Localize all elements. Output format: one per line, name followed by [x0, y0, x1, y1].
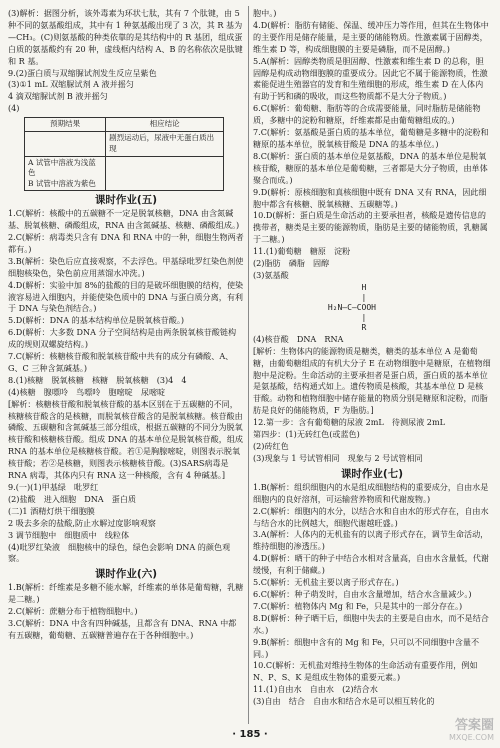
- section-title-5: 课时作业(五): [94, 194, 158, 207]
- section-7-answers: 1.B(解析：组织细胞内的水是组成细胞结构的重要成分，自由水是细胞内的良好溶剂，可运输营养物质和代谢废物。) 2.C(解析：细胞内的水分，以结合水和自由水的形式存在，自由水与结合水的比例越大，细胞代谢越旺盛。) 3.A(解析：人体内的无机盐有的以离子形式存在，调节生命活动，维持细胞的渗透压。) 4.D(解析：晒干的种子中结合水相对含量高，自由水含量低，代谢缓慢，有利于储藏。) 5.C(解析：无机盐主要以离子形式存在。) 6.C(解析：种子萌发时，自由水含量增加，结合水含量减少。) 7.C(解析：植物体内 Mg 和 Fe，只是其中的一部分存在。) 8.D(解析：种子晒干后，细胞中失去的主要是自由水，而不是结合水。) 9.B(解析：细胞中含有的 Mg 和 Fe，只可以不同细胞中含量不同。) 10.C(解析：无机盐对维持生物体的生命活动有重要作用，例如 N、P、S、K 是组成生物体的重要元素。): [253, 481, 489, 683]
- q11b-answer: 11.(1)自由水 自由水 (2)结合水 (3)自由 结合 自由水和结合水是可以相互转化的: [253, 684, 435, 707]
- section-5-answers: 1.C(解析：核酸中的五碳糖不一定是脱氧核糖，DNA 由含氮碱基、脱氧核糖、磷酸组成，RNA 由含氮碱基、核糖、磷酸组成。) 2.C(解析：病毒类只含有 DNA 和 RNA 中的一种，细胞生物两者都有。) 3.B(解析：染色后应直接观察，不去浮色。甲基绿吡罗红染色剂使细胞核染色，染色前应用蒸馏水冲洗。) 4.D(解析：实验中加 8%的盐酸的目的是破坏细胞膜的结构，使染液容易进入细胞内，并能使染色质中的 DNA 与蛋白质分离，有利于 DNA 与染色剂结合。) 5.D(解析：DNA 的基本结构单位是脱氧核苷酸。) 6.D(解析：大多数 DNA 分子空间结构是由两条脱氧核苷酸链构成的规则双螺旋结构。) 7.C(解析：核糖核苷酸和脱氧核苷酸中共有的成分有磷酸、A、G、C 三种含氮碱基。) 8.(1)核糖 脱氧核糖 核糖 脱氧核糖 (3)4 4 (4)核糖 腺嘌呤 鸟嘌呤 胞嘧啶 尿嘧啶 [解析：核糖核苷酸和脱氧核苷酸的基本区别在于五碳糖的不同，核糖核苷酸含的是核糖，而脱氧核苷酸含的是脱氧核糖。核苷酸由磷酸、五碳糖和含氮碱基三部分组成，根据五碳糖的不同分为脱氧核苷酸和核糖核苷酸。组成 DNA 的基本单位是脱氧核苷酸，组成 RNA 的基本单位是核糖核苷酸。若①是胸腺嘧啶，则图表示脱氧核苷酸；若②是核糖，则图表示核糖核苷酸。(3)SARS病毒是 RNA 病毒，其体内只有 RNA 这一种核酸，含有 4 种碱基。] 9.(一)(1)甲基绿 吡罗红 (2)盐酸 进入细胞 DNA 蛋白质 (二)1 酒精灯烘干细胞膜 2 吸去多余的盐酸,防止水解过度影响观察 3 调节细胞中 细胞质中 线粒体 (4)吡罗红染液 细胞核中的绿色，绿色会影响 DNA 的颜色观察。: [8, 208, 244, 564]
- section-title-6: 课时作业(六): [94, 568, 158, 581]
- right-lead-paragraph: 胞中。): [253, 8, 277, 18]
- q11-answer: 11.(1)葡萄糖 糖原 淀粉 (2)脂肪 磷脂 固醇 (3)氨基酸: [253, 246, 351, 280]
- table-row: [25, 156, 224, 191]
- table-row: [25, 131, 224, 156]
- table-cell: [106, 156, 224, 191]
- table-cell: [25, 131, 106, 156]
- q11-explanation: [解析：生物体内的能源物质是糖类，糖类的基本单位 A 是葡萄糖，由葡萄糖组成的有机大分子 E 在动物细胞中是糖原，在植物细胞中是淀粉。生命活动的主要承担者是蛋白质，蛋白质的基本单位是氨基酸，结构通式如上。遗传物质是核酸，其基本单位 D 是核苷酸。动物和植物细胞中储存能量的物质分别是糖原和淀粉，而脂肪是良好的储能物质，F 为脂肪。]: [253, 345, 491, 416]
- q12-answer: 12.第一步：含有葡萄糖的尿液 2mL 待测尿液 2mL 第四步：(1)无砖红色(或蓝色) (2)砖红色 (3)现象与 1 号试管相同 现象与 2 号试管相同: [253, 417, 446, 463]
- left-column: [8, 8, 244, 642]
- q9-intro: 9.(2)蛋白质与双缩脲试剂发生反应呈紫色 (3)①1 mL 双缩脲试剂 A 液并摇匀 4 滴双缩脲试剂 B 液并摇匀 (4): [8, 67, 157, 114]
- q9-result-table: [24, 117, 224, 191]
- table-cell: 剧烈运动后，尿液中无蛋白质出现: [106, 131, 224, 156]
- q11-answer-tail: (4)核苷酸 DNA RNA: [253, 333, 344, 344]
- section-6-answers: 1.B(解析：纤维素是多糖不能水解，纤维素的单体是葡萄糖，乳糖是二糖。) 2.C(解析：蔗糖分布于植物细胞中。) 3.C(解析：DNA 中含有四种碱基，且都含有 DNA、RNA 中都有五碳糖，葡萄糖、五碳糖普遍存在于各种细胞中。): [8, 582, 244, 640]
- column-divider: [248, 6, 249, 724]
- section-title-7: 课时作业(七): [340, 467, 404, 480]
- section-6-answers-cont: 4.D(解析：脂肪有储能、保温、缓冲压力等作用，但其在生物体中的主要作用是储存能量，是主要的储能物质。性激素属于固醇类，维生素 D 等，构成细胞膜的主要是磷脂，而不是固醇。) 5.A(解析：固醇类物质是胆固醇、性激素和维生素 D 的总称，胆固醇是构成动物细胞膜的重要成分。因此它不属于能源物质，性激素能促进生殖器官的发育和生殖细胞的形成，维生素 D 在人体内有助于钙和磷的吸收，而这些物质都不是大分子物质。) 6.C(解析：葡萄糖、脂肪等的合成需要能量，同时脂肪是储能物质，多糖中的淀粉和糖原，纤维素都是由葡萄糖组成的。) 7.C(解析：氨基酸是蛋白质的基本单位，葡萄糖是多糖中的淀粉和糖原的基本单位，脱氧核苷酸是 DNA 的基本单位。) 8.C(解析：蛋白质的基本单位是氨基酸，DNA 的基本单位是脱氧核苷酸，糖原的基本单位是葡萄糖，三者都是大分子物质，由单体聚合而成。) 9.D(解析：原核细胞和真核细胞中既有 DNA 又有 RNA，因此细胞中都含有核糖、脱氧核糖、五碳糖等。) 10.D(解析：蛋白质是生命活动的主要承担者，核酸是遗传信息的携带者，糖类是主要的能源物质，脂肪是主要的储能物质，乳糖属于二糖。): [253, 19, 489, 245]
- watermark-sub: MXQE.COM: [448, 733, 494, 742]
- watermark-logo: [449, 720, 494, 744]
- left-lead-paragraph: (3)解析：据图分析，该外毒素为环状七肽，其有 7 个肽键，由 5 种不同的氨基酸组成，其中有 1 种氨基酸出现了 3 次，其 R 基为—CH₃。(C)则氨基酸的种类依靠的是其结构中的 R 基团，组成蛋白质的氨基酸约有 20 种，虚线框内结构 A、B 的名称依次是肽键和 R 基。: [8, 8, 243, 66]
- page-number: · 185 ·: [232, 729, 268, 740]
- table-header: 预期结果: [25, 118, 106, 132]
- amino-acid-structure-formula: H | H₂N—C—COOH | R: [327, 282, 376, 332]
- watermark-main: 答案圈: [454, 718, 494, 733]
- table-header: 相应结论: [106, 118, 224, 132]
- right-column: [253, 8, 491, 708]
- table-cell: A 试管中溶液为浅蓝色 B 试管中溶液为紫色: [25, 156, 106, 191]
